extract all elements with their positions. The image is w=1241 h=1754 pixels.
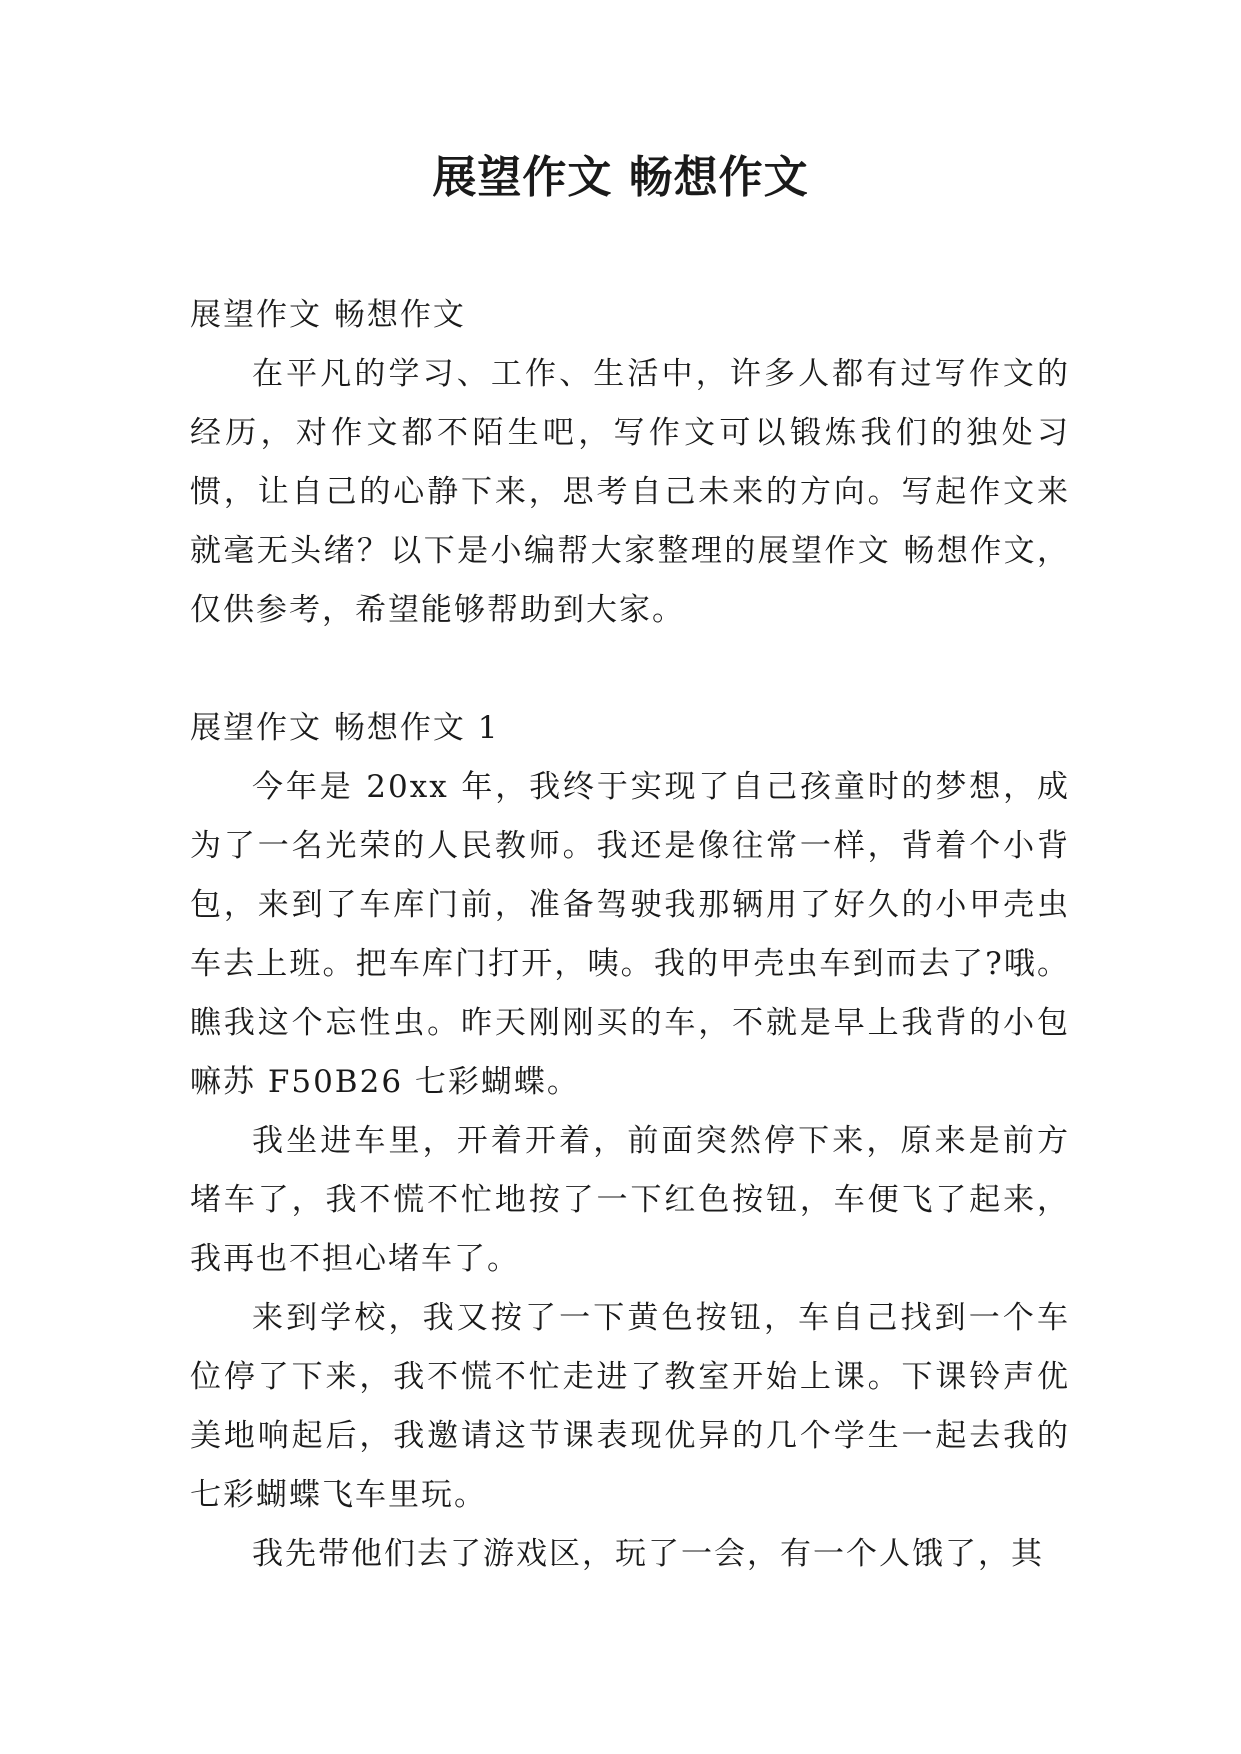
section-heading-intro: 展望作文 畅想作文 [190, 297, 466, 333]
essay-paragraph-3: 来到学校，我又按了一下黄色按钮，车自己找到一个车位停了下来，我不慌不忙走进了教室开始上课。下课铃声优美地响起后，我邀请这节课表现优异的几个学生一起去我的七彩蝴蝶飞车里玩。 [190, 1300, 1070, 1513]
intro-paragraph: 在平凡的学习、工作、生活中，许多人都有过写作文的经历，对作文都不陌生吧，写作文可以锻炼我们的独处习惯，让自己的心静下来，思考自己未来的方向。写起作文来就毫无头绪？以下是小编帮大家整理的展望作文 畅想作文，仅供参考，希望能够帮助到大家。 [190, 356, 1070, 628]
document-title: 展望作文 畅想作文 [432, 152, 809, 203]
document-body [190, 286, 1070, 1584]
essay-paragraph-2: 我坐进车里，开着开着，前面突然停下来，原来是前方堵车了，我不慌不忙地按了一下红色按钮，车便飞了起来，我再也不担心堵车了。 [190, 1123, 1070, 1277]
essay-paragraph-4: 我先带他们去了游戏区，玩了一会，有一个人饿了，其 [252, 1536, 1044, 1572]
essay-paragraph-1: 今年是 20xx 年，我终于实现了自己孩童时的梦想，成为了一名光荣的人民教师。我还是像往常一样，背着个小背包，来到了车库门前，准备驾驶我那辆用了好久的小甲壳虫车去上班。把车库门打开，咦。我的甲壳虫车到而去了?哦。瞧我这个忘性虫。昨天刚刚买的车，不就是早上我背的小包嘛苏 F50B26 七彩蝴蝶。 [190, 769, 1070, 1100]
paragraph-gap [190, 640, 1070, 699]
section-heading-essay-1: 展望作文 畅想作文 1 [190, 710, 500, 746]
